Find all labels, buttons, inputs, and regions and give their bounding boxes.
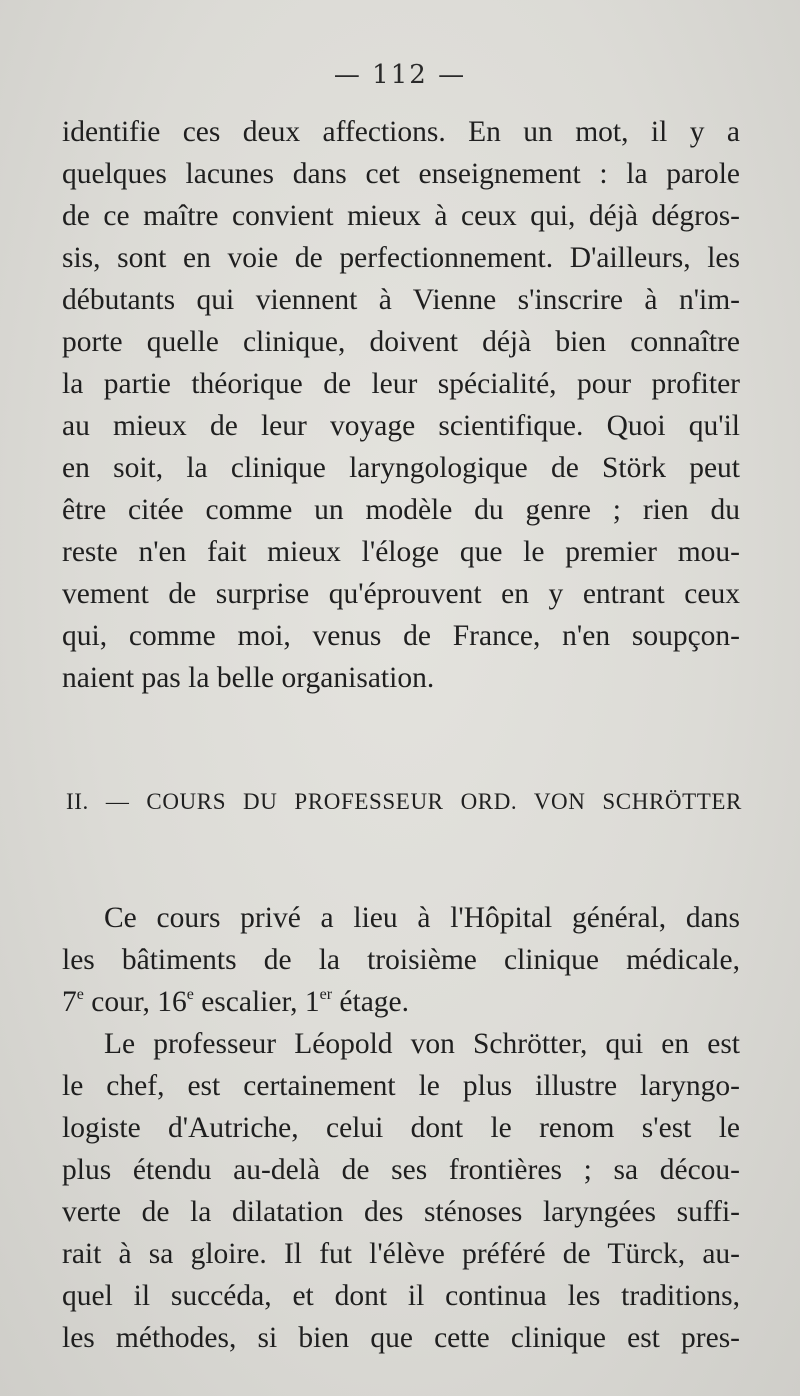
text-line: les méthodes, si bien que cette clinique est pres-: [62, 1322, 740, 1354]
text-fragment: cour, 16: [83, 986, 187, 1018]
text-line: quel il succéda, et dont il continua les traditions,: [62, 1280, 740, 1312]
text-line: en soit, la clinique laryngologique de Störk peut: [62, 452, 740, 484]
text-fragment: escalier, 1: [193, 986, 320, 1018]
text-line: logiste d'Autriche, celui dont le renom s'est le: [62, 1112, 740, 1144]
text-line: les bâtiments de la troisième clinique médicale,: [62, 944, 740, 976]
page-number: — 112 —: [333, 60, 467, 90]
text-line: au mieux de leur voyage scientifique. Quoi qu'il: [62, 410, 740, 442]
text-line: débutants qui viennent à Vienne s'inscrire à n'im-: [62, 284, 740, 316]
text-line: porte quelle clinique, doivent déjà bien connaître: [62, 326, 740, 358]
text-line: le chef, est certainement le plus illustre laryngo-: [62, 1070, 740, 1102]
text-line: de ce maître convient mieux à ceux qui, déjà dégros-: [62, 200, 740, 232]
text-line: Le professeur Léopold von Schrötter, qui en est: [104, 1028, 740, 1060]
text-line: rait à sa gloire. Il fut l'élève préféré de Türck, au-: [62, 1238, 740, 1270]
ordinal-suffix: e: [76, 986, 84, 1003]
text-line: plus étendu au-delà de ses frontières ; sa décou-: [62, 1154, 740, 1186]
text-line: reste n'en fait mieux l'éloge que le premier mou-: [62, 536, 740, 568]
section-heading: II. — COURS DU PROFESSEUR ORD. VON SCHRÖTTER: [66, 789, 742, 814]
text-line: Ce cours privé a lieu à l'Hôpital général, dans: [104, 902, 740, 934]
text-fragment: étage.: [332, 986, 410, 1018]
text-line: naient pas la belle organisation.: [62, 662, 435, 694]
text-line: être citée comme un modèle du genre ; rien du: [62, 494, 740, 526]
ordinal-suffix: er: [319, 986, 333, 1003]
text-line: qui, comme moi, venus de France, n'en soupçon-: [62, 620, 740, 652]
text-line: sis, sont en voie de perfectionnement. D'ailleurs, les: [62, 242, 740, 274]
ordinal-suffix: e: [186, 986, 194, 1003]
text-line: verte de la dilatation des sténoses laryngées suffi-: [62, 1196, 740, 1228]
text-line: vement de surprise qu'éprouvent en y entrant ceux: [62, 578, 740, 610]
ordinal-number: 7: [62, 986, 77, 1018]
text-line: la partie théorique de leur spécialité, pour profiter: [62, 368, 740, 400]
text-line: quelques lacunes dans cet enseignement : la parole: [62, 158, 740, 190]
text-line: identifie ces deux affections. En un mot, il y a: [62, 116, 740, 148]
text-line-with-ordinals: [62, 982, 740, 1022]
